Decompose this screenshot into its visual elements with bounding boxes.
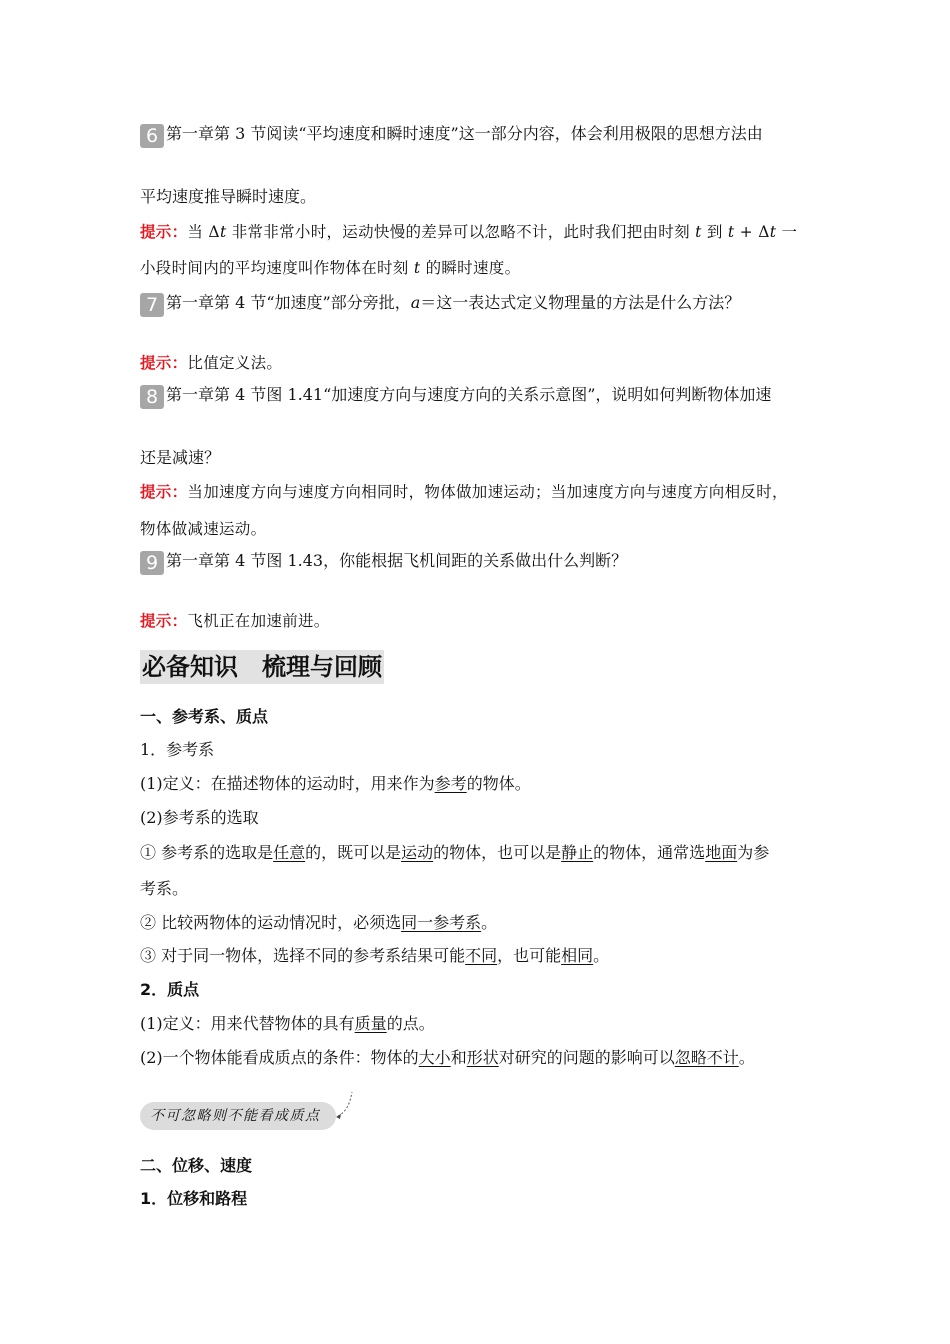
point-3: [140, 946, 609, 966]
key-term: 不同: [465, 946, 498, 965]
text: (2)一个物体能看成质点的条件：物体的: [140, 1048, 419, 1067]
question-text: 第一章第 4 节图 1.41“加速度方向与速度方向的关系示意图”，说明如何判断物体加速: [166, 385, 772, 404]
text: ，也可能: [497, 946, 562, 965]
hint-8: [140, 482, 788, 502]
hint-8-continued: 物体做减速运动。: [140, 520, 267, 538]
text: 对研究的问题的影响可以: [498, 1048, 675, 1067]
text: 的物体，也可以是: [433, 843, 562, 862]
hint-label: 提示：: [140, 222, 188, 241]
hint-text: 当加速度方向与速度方向相同时，物体做加速运动；当加速度方向与速度方向相反时，: [187, 483, 788, 501]
key-term: 大小: [418, 1048, 451, 1067]
variable-t: t: [413, 259, 421, 277]
question-text-continued: 还是减速？: [140, 448, 221, 467]
hint-text: 飞机正在加速前进。: [187, 612, 330, 630]
text: ① 参考系的选取是: [140, 843, 274, 862]
subheading: 1．参考系: [140, 740, 215, 759]
point-1-continued: 考系。: [140, 879, 189, 898]
text: 的，既可以是: [305, 843, 402, 862]
hint-label: 提示：: [140, 482, 188, 501]
hint-text: + Δ: [734, 223, 770, 241]
section-title: 必备知识 梳理与回顾: [140, 650, 384, 684]
question-6: [140, 124, 763, 148]
key-term: 同一参考系: [401, 913, 482, 932]
text: (1)定义：用来代替物体的具有: [140, 1014, 355, 1033]
key-term: 静止: [561, 843, 594, 862]
definition-line: [140, 774, 531, 794]
text: ② 比较两物体的运动情况时，必须选: [140, 913, 402, 932]
question-text-continued: 平均速度推导瞬时速度。: [140, 187, 317, 206]
variable-t: t: [769, 223, 777, 241]
particle-condition: [140, 1048, 755, 1068]
question-number-badge: 7: [140, 293, 164, 317]
question-text: 第一章第 3 节阅读“平均速度和瞬时速度”这一部分内容，体会利用极限的思想方法由: [166, 124, 763, 143]
hint-text: 小段时间内的平均速度叫作物体在时刻: [140, 259, 414, 277]
particle-definition: [140, 1014, 435, 1034]
question-number-badge: 6: [140, 124, 164, 148]
side-note: 不可忽略则不能看成质点: [140, 1102, 336, 1130]
variable-t: t: [219, 223, 227, 241]
text: ③ 对于同一物体，选择不同的参考系结果可能: [140, 946, 466, 965]
section-heading: 一、参考系、质点: [140, 707, 269, 726]
text: 。: [481, 913, 498, 932]
text: 的物体，通常选: [593, 843, 706, 862]
key-term: 运动: [401, 843, 434, 862]
subheading: 1．位移和路程: [140, 1189, 248, 1208]
hint-text: 非常非常小时，运动快慢的差异可以忽略不计，此时我们把由时刻: [226, 223, 696, 241]
text: 为参: [737, 843, 770, 862]
subheading: 2．质点: [140, 980, 200, 999]
variable-t: t: [695, 223, 702, 241]
variable-t: t: [727, 223, 735, 241]
text: 的物体。: [466, 774, 531, 793]
hint-text: 到: [701, 223, 728, 241]
question-text: 第一章第 4 节图 1.43，你能根据飞机间距的关系做出什么判断？: [166, 551, 628, 570]
variable-a: a: [410, 293, 421, 312]
dashed-pointer-icon: [336, 1090, 358, 1120]
point-2: [140, 913, 497, 933]
hint-text: 当 Δ: [187, 223, 220, 241]
hint-9: [140, 611, 330, 631]
text: 和: [450, 1048, 467, 1067]
key-term: 任意: [273, 843, 306, 862]
question-7: [140, 293, 740, 317]
hint-label: 提示：: [140, 353, 188, 372]
section-heading: 二、位移、速度: [140, 1156, 253, 1175]
question-9: [140, 551, 627, 575]
hint-text: 的瞬时速度。: [420, 259, 521, 277]
key-term: 相同: [561, 946, 594, 965]
hint-text: 比值定义法。: [187, 354, 283, 372]
key-term: 质量: [354, 1014, 387, 1033]
text: 。: [593, 946, 610, 965]
selection-line: (2)参考系的选取: [140, 808, 259, 827]
hint-6: [140, 222, 797, 242]
text: (1)定义：在描述物体的运动时，用来作为: [140, 774, 435, 793]
key-term: 地面: [705, 843, 738, 862]
question-text: ＝这一表达式定义物理量的方法是什么方法？: [420, 293, 741, 312]
key-term: 参考: [434, 774, 467, 793]
key-term: 形状: [466, 1048, 499, 1067]
text: 。: [738, 1048, 755, 1067]
hint-7: [140, 353, 282, 373]
text: 的点。: [386, 1014, 435, 1033]
question-number-badge: 9: [140, 551, 164, 575]
key-term: 忽略不计: [674, 1048, 739, 1067]
hint-6-continued: [140, 258, 520, 278]
point-1: [140, 843, 769, 863]
question-text: 第一章第 4 节“加速度”部分旁批，: [166, 293, 411, 312]
hint-text: 一: [776, 223, 798, 241]
question-number-badge: 8: [140, 385, 164, 409]
hint-label: 提示：: [140, 611, 188, 630]
question-8: [140, 385, 771, 409]
